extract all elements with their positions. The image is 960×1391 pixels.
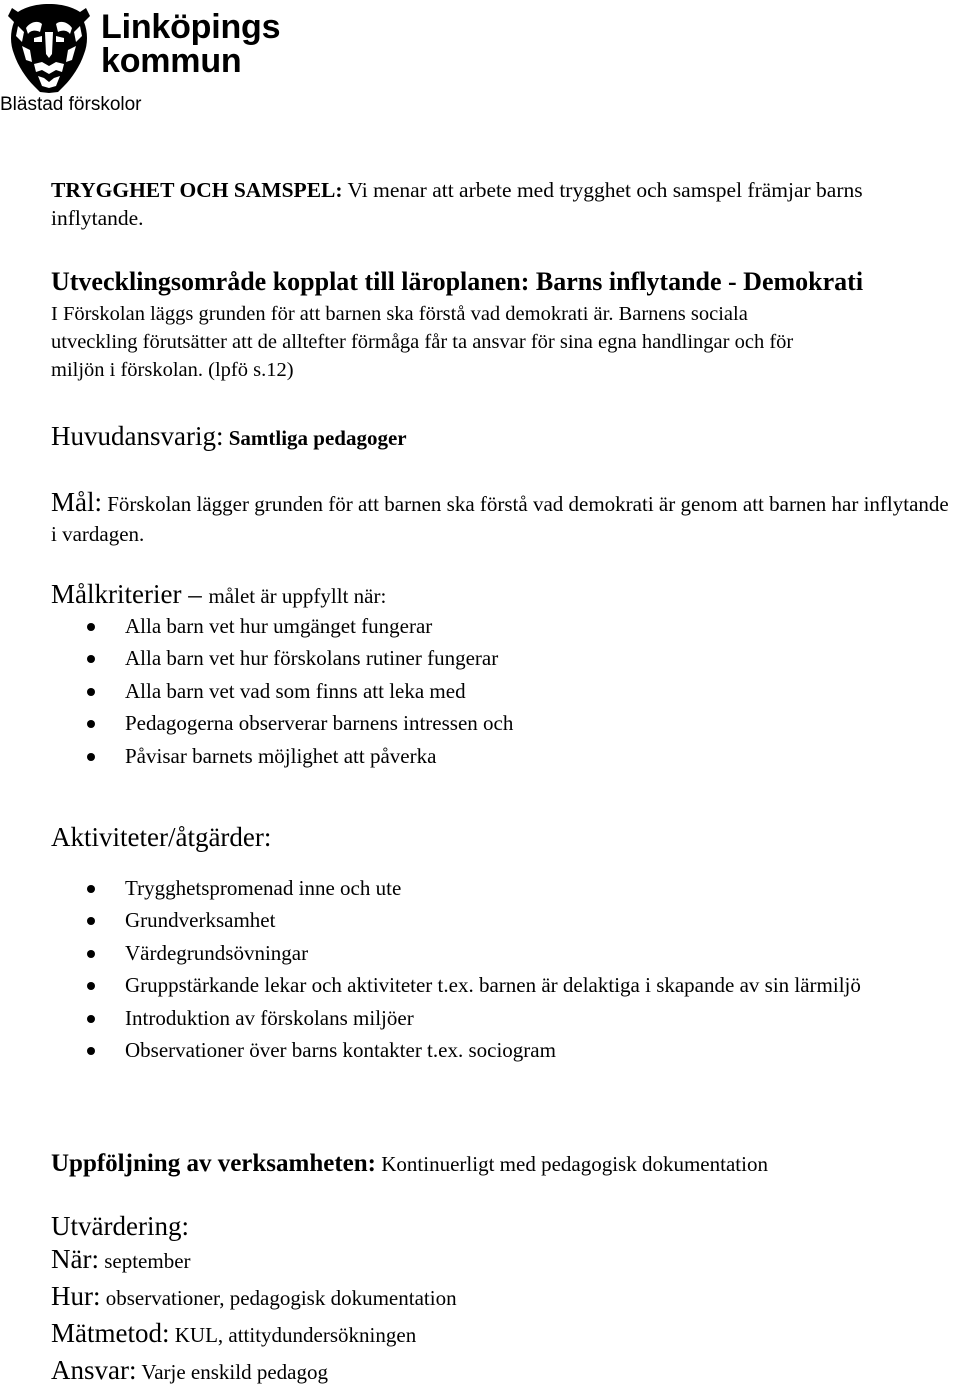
list-item-text: Pedagogerna observerar barnens intressen och [125, 711, 514, 736]
bullet-icon [87, 1015, 95, 1023]
list-item [51, 1034, 881, 1066]
bullet-icon [87, 623, 95, 631]
mal-section [51, 487, 956, 549]
mal-paragraph [51, 487, 956, 549]
list-item-text: Alla barn vet vad som finns att leka med [125, 678, 466, 703]
bullet-icon [87, 1047, 95, 1055]
logo-line2: kommun [101, 42, 242, 80]
malkriterier-list [51, 610, 956, 772]
list-item-text: Trygghetspromenad inne och ute [125, 876, 402, 900]
list-item [51, 969, 881, 1001]
aktiviteter-list-wrap [51, 872, 881, 1066]
utveckling-line3: miljön i förskolan. (lpfö s.12) [51, 359, 294, 381]
hur-label: Hur: [51, 1281, 101, 1311]
list-item [51, 937, 881, 969]
list-item-text: Gruppstärkande lekar och aktiviteter t.ex. barnen är delaktiga i skapande av sin lärmiljö [125, 973, 861, 998]
matmetod-label: Mätmetod: [51, 1318, 170, 1348]
list-item [51, 740, 956, 772]
aktiviteter-list [51, 872, 881, 1066]
aktiviteter-heading: Aktiviteter/åtgärder: [51, 822, 272, 852]
utvardering-heading: Utvärdering: [51, 1211, 189, 1241]
list-item [51, 872, 881, 904]
logo-line1: Linköpings [101, 8, 281, 46]
list-item [51, 707, 956, 739]
matmetod-value: KUL, attitydundersökningen [169, 1323, 417, 1347]
bullet-icon [87, 655, 95, 663]
bullet-icon [87, 885, 95, 893]
header-subtitle: Blästad förskolor [0, 94, 142, 115]
uppfoljning-label: Uppföljning av verksamheten: [51, 1150, 377, 1177]
nar-value: september [98, 1249, 191, 1273]
header-logo [0, 0, 300, 120]
list-item-text: Alla barn vet hur umgänget fungerar [125, 614, 433, 638]
trygghet-label: TRYGGHET OCH SAMSPEL: [51, 178, 343, 202]
huvudansvarig-row [51, 420, 956, 452]
malkriterier-label: Målkriterier [51, 579, 182, 609]
hur-value: observationer, pedagogisk dokumentation [100, 1286, 457, 1310]
list-item [51, 675, 956, 707]
list-item-text: Grundverksamhet [125, 908, 276, 933]
logo-wordmark [101, 10, 280, 78]
list-item-text: Observationer över barns kontakter t.ex. sociogram [125, 1038, 556, 1063]
uppfoljning-value: Kontinuerligt med pedagogisk dokumentation [376, 1152, 768, 1176]
ansvar-value: Varje enskild pedagog [136, 1360, 328, 1384]
huvudansvarig-value: Samtliga pedagoger [223, 426, 407, 450]
bullet-icon [87, 950, 95, 958]
utveckling-section [51, 266, 956, 298]
matmetod-row [51, 1317, 956, 1354]
trygghet-paragraph [51, 176, 956, 232]
mal-label: Mål: [51, 487, 102, 517]
bullet-icon [87, 753, 95, 761]
nar-label: När: [51, 1244, 99, 1274]
trygghet-section [51, 176, 956, 232]
ansvar-row [51, 1354, 956, 1391]
bullet-icon [87, 917, 95, 925]
ansvar-label: Ansvar: [51, 1355, 137, 1385]
list-item-text: Introduktion av förskolans miljöer [125, 1005, 414, 1030]
utveckling-line2: utveckling förutsätter att de alltefter förmåga får ta ansvar för sina egna handlingar och för [51, 331, 794, 353]
malkriterier-dash: – [181, 579, 209, 609]
list-item [51, 904, 881, 936]
list-item [51, 610, 956, 642]
list-item-text: Värdegrundsövningar [125, 940, 309, 965]
lion-crest-icon [4, 2, 94, 94]
bullet-icon [87, 982, 95, 990]
aktiviteter-section [51, 821, 956, 853]
malkriterier-list-wrap [51, 610, 956, 772]
list-item-text: Alla barn vet hur förskolans rutiner fungerar [125, 646, 499, 671]
utveckling-body [51, 300, 956, 384]
uppfoljning-row [51, 1148, 956, 1180]
malkriterier-suffix: målet är uppfyllt när: [208, 584, 387, 608]
utveckling-line1: I Förskolan läggs grunden för att barnen ska förstå vad demokrati är. Barnens sociala [51, 303, 748, 325]
mal-text: Förskolan lägger grunden för att barnen ska förstå vad demokrati är genom att barnen har inflytande i vardagen. [51, 492, 949, 546]
list-item-text: Påvisar barnets möjlighet att påverka [125, 743, 437, 768]
trygghet-text: Vi menar att arbete med trygghet och samspel främjar barns inflytande. [51, 178, 863, 230]
hur-row [51, 1280, 956, 1317]
bullet-icon [87, 720, 95, 728]
utvardering-section [51, 1209, 956, 1391]
nar-row [51, 1243, 956, 1280]
list-item [51, 1002, 881, 1034]
list-item [51, 642, 956, 674]
huvudansvarig-label: Huvudansvarig: [51, 421, 224, 451]
utveckling-heading: Utvecklingsområde kopplat till läroplanen: Barns inflytande - Demokrati [51, 267, 864, 296]
bullet-icon [87, 688, 95, 696]
